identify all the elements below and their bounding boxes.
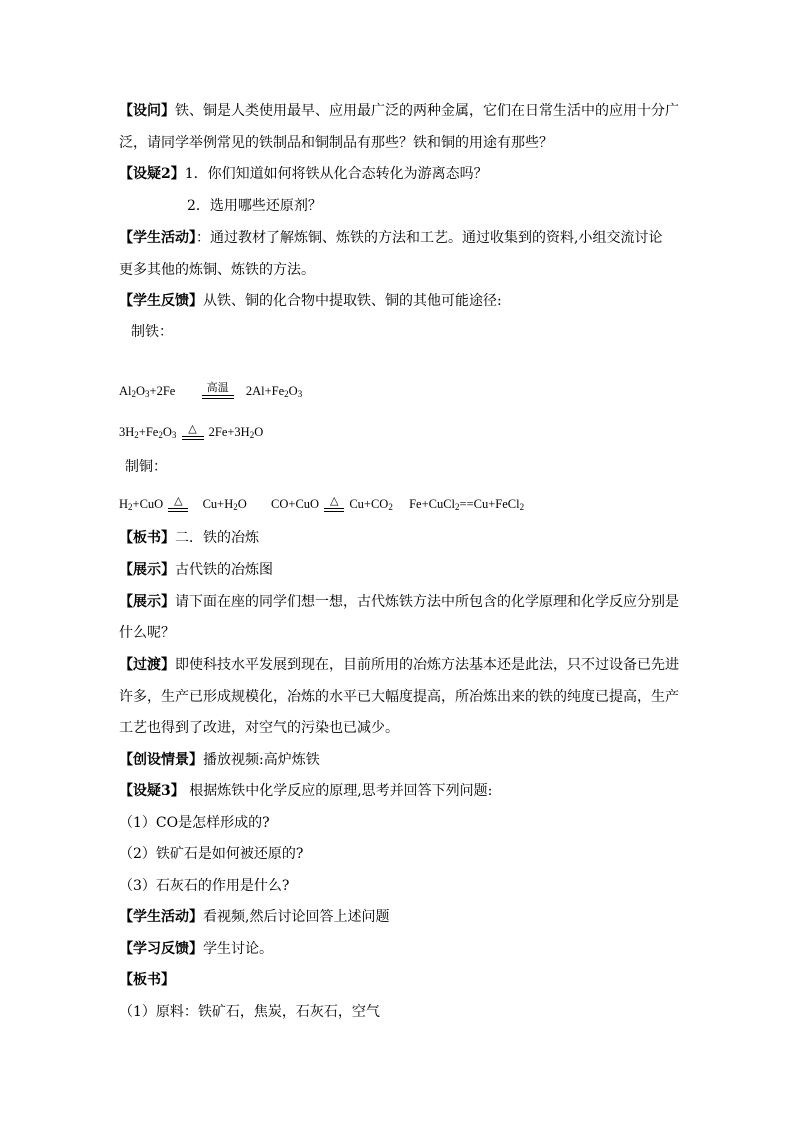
eq-sub: 2 [284, 389, 289, 399]
line-text: 从铁、铜的化合物中提取铁、铜的其他可能途径: [203, 293, 502, 309]
condition-text: 高温 [206, 382, 229, 394]
line-text: 工艺也得到了改进，对空气的污染也已减少。 [119, 720, 399, 736]
eq-text: O [162, 425, 172, 439]
section-tag: 【展示】 [119, 562, 175, 578]
section-tag: 【学生活动】 [119, 909, 203, 925]
condition-text: △ [188, 423, 197, 435]
line-text: 更多其他的炼铜、炼铁的方法。 [119, 262, 315, 278]
paragraph-line [119, 1003, 679, 1021]
line-text: 请下面在座的同学们想一想，古代炼铁方法中所包含的化学原理和化学反应分别是 [175, 594, 679, 610]
paragraph-line [119, 165, 679, 183]
paragraph-line [119, 719, 679, 737]
paragraph-line [119, 782, 679, 800]
line-text: 古代铁的冶炼图 [175, 562, 273, 578]
eq-text: 3H [119, 425, 135, 439]
equation-iron-1 [119, 383, 302, 399]
section-tag: 【学生反馈】 [119, 293, 203, 309]
paragraph-line [119, 102, 679, 120]
eq-sub: 2 [131, 389, 136, 399]
eq-sub: 3 [171, 430, 177, 440]
eq-text: Cu+H [202, 497, 234, 511]
paragraph-line [119, 751, 679, 769]
reaction-condition [182, 424, 204, 440]
paragraph-line [119, 971, 679, 989]
eq-sub: 2 [519, 502, 525, 512]
paragraph-line [119, 134, 679, 152]
section-tag: 【设问】 [119, 103, 175, 119]
line-text: 即使科技水平发展到现在，目前所用的冶炼方法基本还是此法，只不过设备已先进 [175, 657, 679, 673]
paragraph-line [119, 593, 679, 611]
line-text: 1．你们知道如何将铁从化合态转化为游离态吗？ [184, 166, 488, 182]
reaction-condition [202, 383, 234, 399]
paragraph-line [119, 529, 679, 547]
section-tag: 【设疑3】 [119, 783, 185, 799]
equation-iron-2 [119, 424, 263, 440]
line-text: ：通过教材了解炼铜、炼铁的方法和工艺。通过收集到的资料,小组交流讨论 [196, 230, 663, 246]
eq-sub: 2 [158, 430, 163, 440]
reaction-condition [168, 496, 188, 512]
eq-sub: 3 [145, 389, 150, 399]
paragraph-line [119, 688, 679, 706]
paragraph-line [119, 656, 679, 674]
paragraph-line [119, 292, 679, 310]
eq-text: O [237, 497, 247, 511]
line-text: （3）石灰石的作用是什么? [119, 878, 290, 894]
line-text: 看视频,然后讨论回答上述问题 [203, 909, 390, 925]
eq-sub: 2 [128, 502, 133, 512]
line-text: （1）原料：铁矿石，焦炭，石灰石，空气 [119, 1004, 380, 1020]
eq-text: O [288, 384, 298, 398]
line-text: 二．铁的冶炼 [175, 530, 259, 546]
eq-sub: 2 [455, 502, 460, 512]
eq-text: O [136, 384, 146, 398]
eq-sub: 2 [249, 430, 255, 440]
eq-text: Al [119, 384, 132, 398]
paragraph-line [119, 940, 679, 958]
eq-text: 2Fe+3H [208, 425, 250, 439]
paragraph-line [119, 229, 679, 247]
eq-text: Fe+CuCl [409, 497, 456, 511]
line-text: 根据炼铁中化学反应的原理,思考并回答下列问题: [184, 783, 493, 799]
eq-text: Cu+FeCl [473, 497, 520, 511]
paragraph-line [119, 561, 679, 579]
condition-text: △ [329, 495, 339, 507]
section-tag: 【学生活动】 [119, 230, 196, 246]
paragraph-line [119, 877, 679, 895]
eq-text: O [254, 425, 264, 439]
section-tag: 【过渡】 [119, 657, 175, 673]
section-tag: 【展示】 [119, 594, 175, 610]
paragraph-line [119, 908, 679, 926]
eq-text: +2Fe [149, 384, 176, 398]
section-tag: 【板书】 [119, 530, 175, 546]
line-text: （1）CO是怎样形成的? [119, 815, 270, 831]
paragraph-line [119, 624, 679, 642]
eq-text: +Fe [138, 425, 159, 439]
eq-text: CO+CuO [271, 497, 320, 511]
line-text: （2）铁矿石是如何被还原的? [119, 846, 304, 862]
eq-text: == [459, 497, 474, 511]
eq-sub: 3 [297, 389, 303, 399]
condition-text: △ [174, 495, 183, 507]
eq-sub: 2 [233, 502, 238, 512]
eq-text: H [119, 497, 129, 511]
eq-text: +CuO [132, 497, 164, 511]
line-text: 什么呢？ [119, 625, 175, 641]
section-tag: 【板书】 [119, 972, 175, 988]
line-text: 学生讨论。 [203, 941, 273, 957]
equation-copper-row [119, 496, 524, 512]
eq-text: Cu+CO [349, 497, 389, 511]
paragraph-line [119, 845, 679, 863]
paragraph-line [125, 458, 685, 476]
eq-text: 2Al+Fe [245, 384, 285, 398]
line-text: 铁、铜是人类使用最早、应用最广泛的两种金属，它们在日常生活中的应用十分广 [175, 103, 679, 119]
line-text: 制铜： [125, 459, 167, 475]
reaction-condition [324, 496, 344, 512]
section-tag: 【设疑2】 [119, 166, 185, 182]
paragraph-line [187, 197, 747, 215]
paragraph-line [131, 323, 691, 341]
paragraph-line [119, 261, 679, 279]
line-text: 许多，生产已形成规模化，冶炼的水平已大幅度提高，所冶炼出来的铁的纯度已提高，生产 [119, 689, 679, 705]
eq-sub: 2 [134, 430, 139, 440]
paragraph-line [119, 814, 679, 832]
line-text: 制铁： [131, 324, 173, 340]
line-text: 播放视频:高炉炼铁 [203, 752, 320, 768]
section-tag: 【创设情景】 [119, 752, 203, 768]
line-text: 泛，请同学举例常见的铁制品和铜制品有那些？铁和铜的用途有那些？ [119, 135, 553, 151]
section-tag: 【学习反馈】 [119, 941, 203, 957]
line-text: 2．选用哪些还原剂？ [187, 198, 322, 214]
eq-sub: 2 [388, 502, 393, 512]
